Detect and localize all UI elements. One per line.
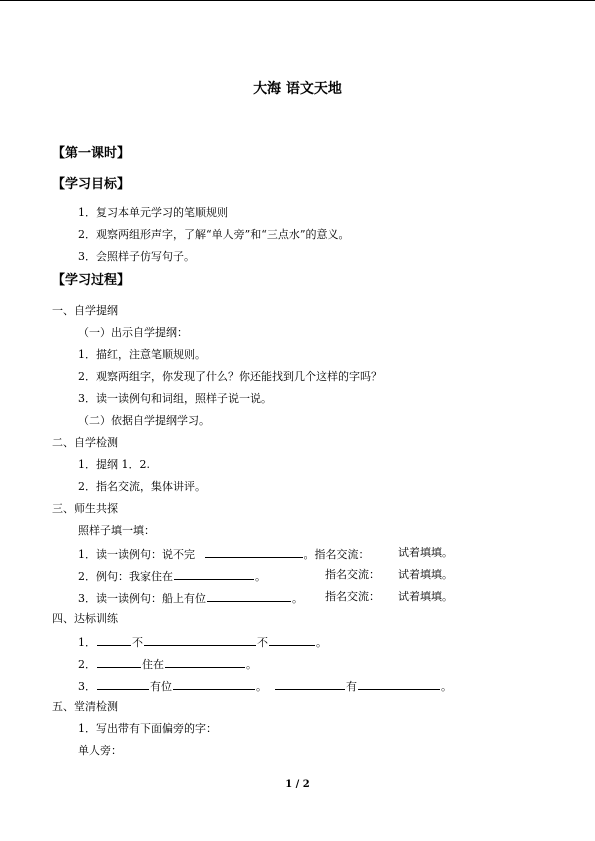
part4-heading: 四、达标训练 (52, 612, 118, 625)
row-text: 。 (316, 636, 327, 649)
fill-blank[interactable] (207, 590, 291, 602)
row-hint: 指名交流： (325, 568, 380, 581)
part1-sub2: （二）依据自学提纲学习。 (78, 414, 210, 427)
part1-item: 1．描红，注意笔顺规则。 (78, 348, 206, 361)
fill-blank[interactable] (174, 568, 254, 580)
part4-row2 (78, 656, 257, 672)
row-text: 不 (132, 636, 143, 649)
row-text: 。 (256, 680, 267, 693)
part3-intro: 照样子填一填： (78, 524, 155, 537)
part2-item: 1．提纲 1．2. (78, 458, 150, 471)
row-number: 2． (78, 658, 96, 671)
part4-row1 (78, 634, 327, 650)
row-text: 住在 (142, 658, 164, 671)
row-number: 3． (78, 680, 96, 693)
section-process: 【学习过程】 (52, 273, 131, 288)
part2-item: 2．指名交流，集体讲评。 (78, 480, 206, 493)
row-text: 3．读一读例句：船上有位 (78, 592, 206, 605)
fill-blank[interactable] (97, 634, 131, 646)
fill-blank[interactable] (97, 656, 141, 668)
row-text: 。 (292, 592, 303, 605)
part3-heading: 三、师生共探 (52, 502, 118, 515)
section-goals: 【学习目标】 (52, 177, 131, 192)
row-text: 。 (246, 658, 257, 671)
part5-item: 单人旁： (78, 744, 122, 757)
part4-row3 (78, 678, 452, 694)
row-text: 有 (346, 680, 357, 693)
row-hint: 指名交流： (325, 590, 380, 603)
row-text: 。 (255, 570, 266, 583)
goal-item: 3．会照样子仿写句子。 (78, 250, 195, 263)
fill-blank[interactable] (205, 546, 303, 558)
goal-item: 1．复习本单元学习的笔顺规则 (78, 206, 228, 219)
fill-blank[interactable] (144, 634, 256, 646)
row-number: 1． (78, 636, 96, 649)
row-text: 2．例句：我家住在 (78, 570, 173, 583)
fill-blank[interactable] (269, 634, 315, 646)
row-text: 不 (257, 636, 268, 649)
part1-item: 2．观察两组字，你发现了什么？你还能找到几个这样的字吗？ (78, 370, 382, 383)
goal-item: 2．观察两组形声字，了解“单人旁”和“三点水”的意义。 (78, 228, 350, 241)
fill-blank[interactable] (358, 678, 440, 690)
fill-blank[interactable] (173, 678, 255, 690)
part3-row2 (78, 568, 266, 584)
row-hint: 试着填填。 (398, 568, 453, 581)
fill-blank[interactable] (275, 678, 345, 690)
part1-heading: 一、自学提纲 (52, 304, 118, 317)
row-text: 有位 (150, 680, 172, 693)
part2-heading: 二、自学检测 (52, 436, 118, 449)
part3-row1 (78, 546, 370, 562)
row-text: 。指名交流： (303, 548, 370, 561)
document-title: 大海 语文天地 (253, 81, 342, 97)
row-hint: 试着填填。 (398, 590, 453, 603)
row-text: 1．读一读例句：说不完 (78, 548, 195, 561)
row-text: 。 (441, 680, 452, 693)
part3-row3 (78, 590, 303, 606)
fill-blank[interactable] (165, 656, 245, 668)
section-lesson: 【第一课时】 (52, 146, 131, 161)
part1-item: 3．读一读例句和词组，照样子说一说。 (78, 392, 272, 405)
row-hint: 试着填填。 (398, 546, 453, 559)
part5-heading: 五、堂清检测 (52, 700, 118, 713)
part1-sub1: （一）出示自学提纲： (78, 326, 188, 339)
part5-item: 1．写出带有下面偏旁的字： (78, 722, 217, 735)
page-number: 1 / 2 (285, 779, 310, 790)
fill-blank[interactable] (97, 678, 149, 690)
